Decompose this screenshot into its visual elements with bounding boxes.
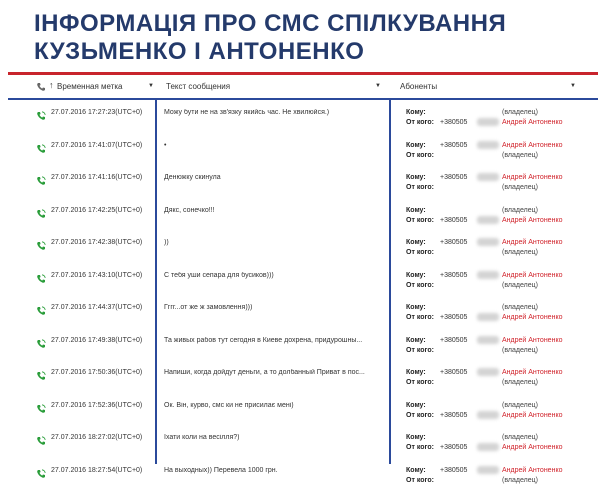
phone-header-icon [36,82,46,94]
from-name: Андрей Антоненко [502,217,562,224]
phone-sms-icon [36,433,46,443]
message-timestamp: 27.07.2016 17:42:38(UTC+0) [51,239,142,246]
phone-sms-icon [36,368,46,378]
from-label: От кого: [406,412,434,419]
from-name: (владелец) [502,184,538,191]
to-number: +380505 [440,239,467,246]
from-label: От кого: [406,249,434,256]
message-timestamp: 27.07.2016 17:41:16(UTC+0) [51,174,142,181]
column-header-timestamp[interactable]: Временная метка [57,82,123,91]
to-name: Андрей Антоненко [502,142,562,149]
to-name: Андрей Антоненко [502,369,562,376]
message-text: Денюжку скинула [164,174,384,181]
dropdown-arrow-icon[interactable]: ▼ [570,83,576,89]
phone-sms-icon [36,271,46,281]
from-name: Андрей Антоненко [502,119,562,126]
redacted-number [477,238,499,246]
redacted-number [477,368,499,376]
message-timestamp: 27.07.2016 17:50:36(UTC+0) [51,369,142,376]
message-text: С тебя уши сепара для бусиков))) [164,272,384,279]
redacted-number [477,216,499,224]
to-number: +380505 [440,174,467,181]
to-number: +380505 [440,272,467,279]
message-timestamp: 27.07.2016 17:27:23(UTC+0) [51,109,142,116]
message-text: )) [164,239,384,246]
table-row[interactable] [0,100,610,133]
from-name: (владелец) [502,152,538,159]
message-timestamp: 27.07.2016 18:27:54(UTC+0) [51,467,142,474]
title-line-1: ІНФОРМАЦІЯ ПРО СМС СПІЛКУВАННЯ [34,10,506,38]
from-number: +380505 [440,119,467,126]
to-name: Андрей Антоненко [502,467,562,474]
to-name: (владелец) [502,304,538,311]
message-timestamp: 27.07.2016 17:49:38(UTC+0) [51,337,142,344]
from-name: (владелец) [502,249,538,256]
redacted-number [477,141,499,149]
to-name: (владелец) [502,109,538,116]
phone-sms-icon [36,141,46,151]
table-row[interactable] [0,360,610,393]
redacted-number [477,173,499,181]
to-label: Кому: [406,337,426,344]
page-title [34,10,506,66]
from-label: От кого: [406,314,434,321]
message-timestamp: 27.07.2016 17:52:36(UTC+0) [51,402,142,409]
to-name: Андрей Антоненко [502,337,562,344]
message-text: На выходных)) Перевела 1000 грн. [164,467,384,474]
column-header-subscribers[interactable]: Абоненты [400,82,437,91]
from-label: От кого: [406,379,434,386]
from-name: (владелец) [502,282,538,289]
to-label: Кому: [406,272,426,279]
dropdown-arrow-icon[interactable]: ▼ [375,83,381,89]
redacted-number [477,118,499,126]
from-name: (владелец) [502,347,538,354]
message-timestamp: 27.07.2016 17:41:07(UTC+0) [51,142,142,149]
to-name: (владелец) [502,402,538,409]
from-number: +380505 [440,217,467,224]
phone-sms-icon [36,108,46,118]
from-name: (владелец) [502,379,538,386]
redacted-number [477,411,499,419]
phone-sms-icon [36,336,46,346]
table-row[interactable] [0,198,610,231]
to-name: Андрей Антоненко [502,174,562,181]
from-name: Андрей Антоненко [502,412,562,419]
to-label: Кому: [406,402,426,409]
sort-up-icon[interactable]: ↑ [49,80,54,90]
from-label: От кого: [406,444,434,451]
to-number: +380505 [440,369,467,376]
from-name: Андрей Антоненко [502,314,562,321]
message-timestamp: 27.07.2016 17:42:25(UTC+0) [51,207,142,214]
to-label: Кому: [406,174,426,181]
message-table [0,100,610,490]
message-timestamp: 27.07.2016 17:44:37(UTC+0) [51,304,142,311]
phone-sms-icon [36,466,46,476]
message-text: Дякс, сонечко!!! [164,207,384,214]
to-label: Кому: [406,239,426,246]
phone-sms-icon [36,401,46,411]
redacted-number [477,443,499,451]
message-text: Та живых рабов тут сегодня в Киеве дохрена, придурошны... [164,337,384,344]
from-label: От кого: [406,119,434,126]
from-name: (владелец) [502,477,538,484]
table-row[interactable] [0,230,610,263]
title-divider [8,72,598,75]
from-name: Андрей Антоненко [502,444,562,451]
table-row[interactable] [0,328,610,361]
message-text: Напиши, когда дойдут деньги, а то долбанный Приват в пос... [164,369,384,376]
dropdown-arrow-icon[interactable]: ▼ [148,83,154,89]
table-header [8,79,598,97]
to-name: (владелец) [502,434,538,441]
table-row[interactable] [0,133,610,166]
to-name: Андрей Антоненко [502,272,562,279]
from-label: От кого: [406,152,434,159]
to-label: Кому: [406,434,426,441]
redacted-number [477,271,499,279]
message-timestamp: 27.07.2016 18:27:02(UTC+0) [51,434,142,441]
from-label: От кого: [406,217,434,224]
to-label: Кому: [406,369,426,376]
from-number: +380505 [440,314,467,321]
message-text: • [164,142,384,149]
to-number: +380505 [440,142,467,149]
phone-sms-icon [36,238,46,248]
to-label: Кому: [406,142,426,149]
table-row[interactable] [0,263,610,296]
phone-sms-icon [36,206,46,216]
from-label: От кого: [406,347,434,354]
message-text: Їхати коли на весілля?) [164,434,384,441]
from-number: +380505 [440,412,467,419]
message-text: Можу бути не на зв'язку якийсь час. Не хвилюйся.) [164,109,384,116]
table-row[interactable] [0,393,610,426]
redacted-number [477,466,499,474]
to-name: Андрей Антоненко [502,239,562,246]
message-text: Ок. Він, курво, смс ки не присилає мені) [164,402,384,409]
message-timestamp: 27.07.2016 17:43:10(UTC+0) [51,272,142,279]
phone-sms-icon [36,173,46,183]
from-number: +380505 [440,444,467,451]
from-label: От кого: [406,477,434,484]
to-label: Кому: [406,304,426,311]
from-label: От кого: [406,184,434,191]
message-text: Гггг...от же ж замовлення))) [164,304,384,311]
to-name: (владелец) [502,207,538,214]
table-row[interactable] [0,295,610,328]
redacted-number [477,313,499,321]
to-label: Кому: [406,207,426,214]
to-number: +380505 [440,337,467,344]
from-label: От кого: [406,282,434,289]
table-row[interactable] [0,425,610,458]
phone-sms-icon [36,303,46,313]
title-line-2: КУЗЬМЕНКО І АНТОНЕНКО [34,38,506,66]
table-row[interactable] [0,458,610,490]
column-header-text[interactable]: Текст сообщения [166,82,230,91]
redacted-number [477,336,499,344]
to-label: Кому: [406,467,426,474]
to-number: +380505 [440,467,467,474]
table-row[interactable] [0,165,610,198]
to-label: Кому: [406,109,426,116]
